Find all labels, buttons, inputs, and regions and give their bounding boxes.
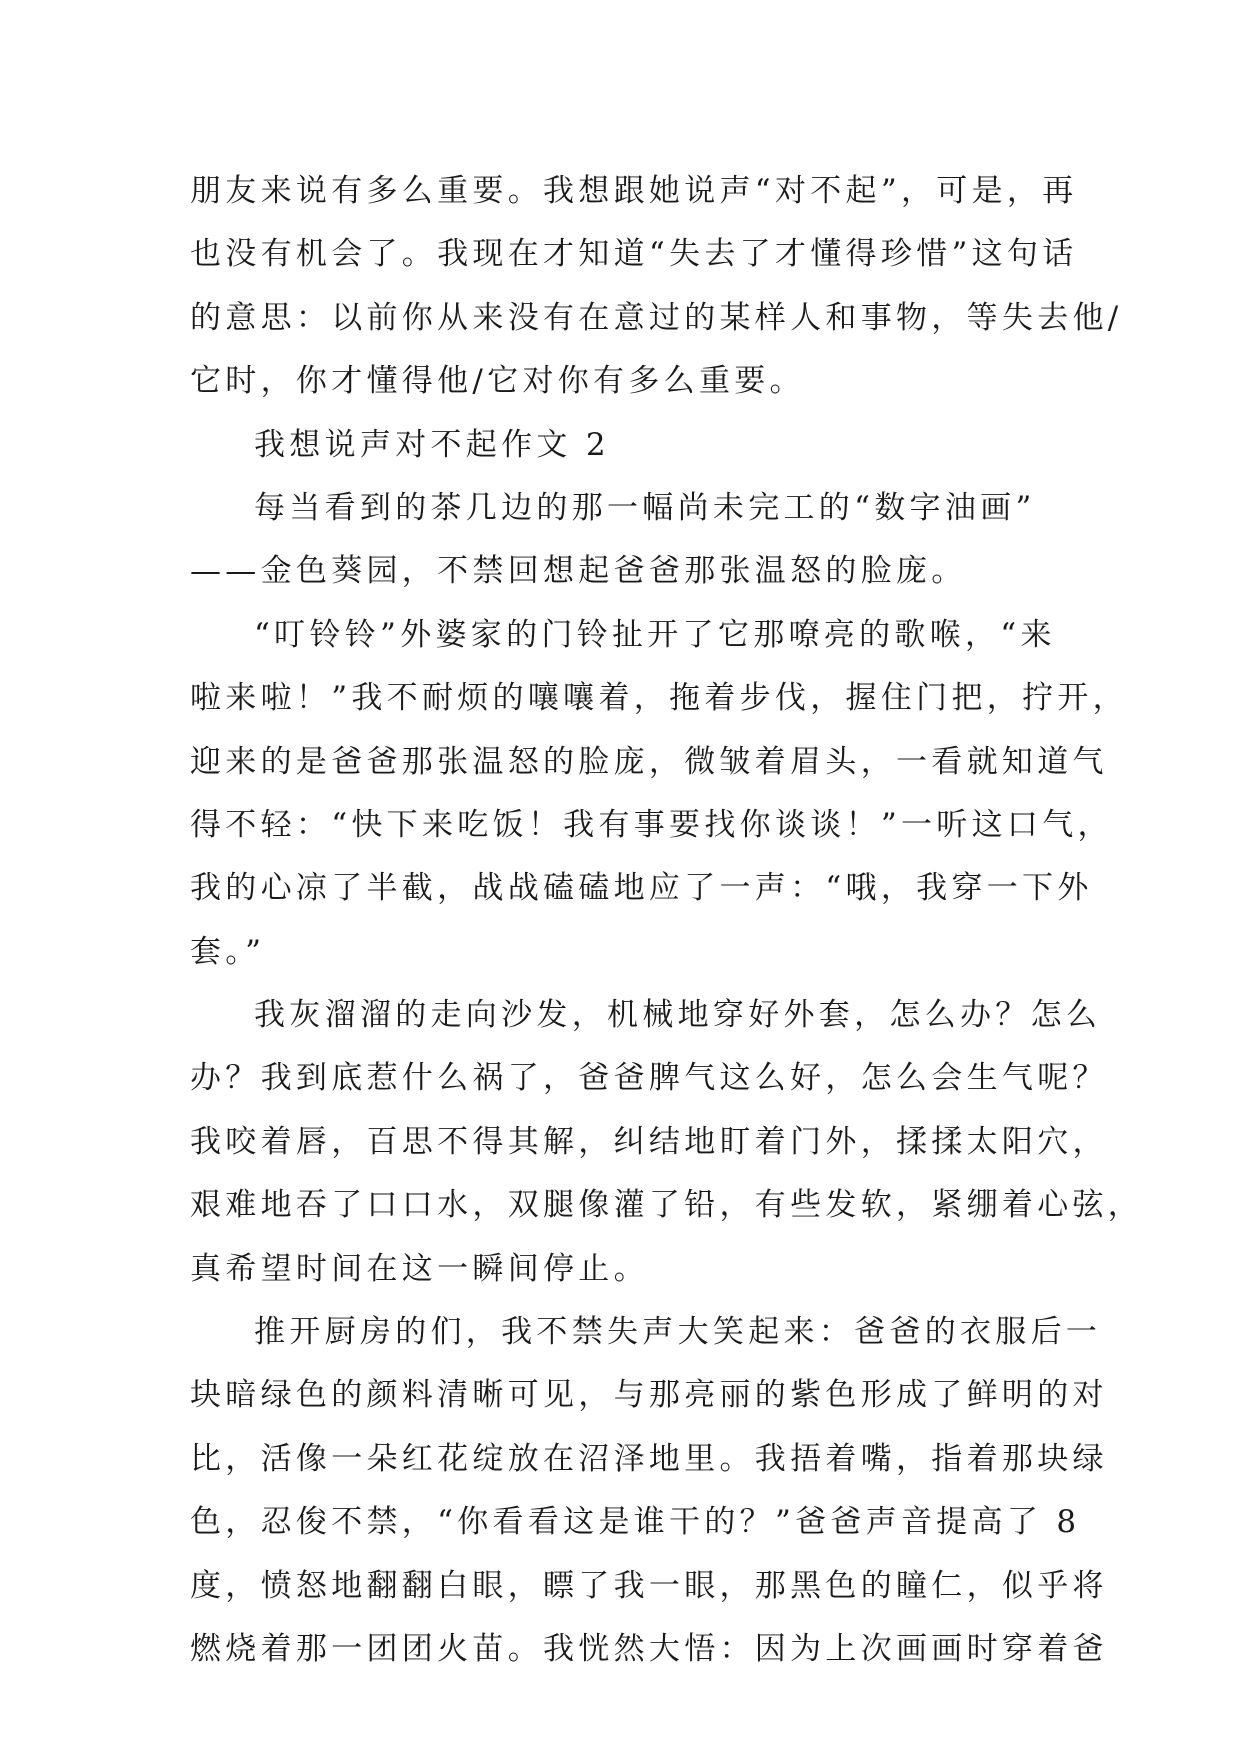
text-line: 它时，你才懂得他/它对你有多么重要。 [190, 363, 805, 400]
text-line: ——金色葵园，不禁回想起爸爸那张温怒的脸庞。 [190, 553, 967, 590]
paragraph-first-line: 每当看到的茶几边的那一幅尚未完工的“数字油画” [254, 489, 1036, 526]
text-line: 啦来啦！”我不耐烦的嚷嚷着，拖着步伐，握住门把，拧开， [190, 680, 1128, 717]
text-line: 块暗绿色的颜料清晰可见，与那亮丽的紫色形成了鲜明的对 [190, 1377, 1108, 1414]
paragraph-first-line: 我灰溜溜的走向沙发，机械地穿好外套，怎么办？怎么 [254, 997, 1102, 1034]
text-line: 色，忍俊不禁，“你看看这是谁干的？”爸爸声音提高了 8 [190, 1504, 1081, 1541]
paragraph-first-line: “叮铃铃”外婆家的门铃扯开了它那嘹亮的歌喉，“来 [254, 616, 1056, 653]
text-line: 得不轻：“快下来吃饭！我有事要找你谈谈！”一听这口气， [190, 806, 1113, 843]
paragraph-first-line: 推开厨房的们，我不禁失声大笑起来：爸爸的衣服后一 [254, 1314, 1102, 1351]
text-line: 我的心凉了半截，战战磕磕地应了一声：“哦，我穿一下外 [190, 870, 1093, 907]
essay-body [190, 160, 1144, 1681]
text-line: 套。” [190, 933, 266, 970]
text-line: 办？我到底惹什么祸了，爸爸脾气这么好，怎么会生气呢？ [190, 1060, 1108, 1097]
text-line: 朋友来说有多么重要。我想跟她说声“对不起”，可是，再 [190, 173, 1078, 209]
text-line: 也没有机会了。我现在才知道“失去了才懂得珍惜”这句话 [190, 236, 1078, 273]
text-line: 迎来的是爸爸那张温怒的脸庞，微皱着眉头，一看就知道气 [190, 743, 1108, 780]
text-line: 燃烧着那一团团火苗。我恍然大悟：因为上次画画时穿着爸 [190, 1630, 1108, 1667]
essay-heading: 我想说声对不起作文 2 [254, 426, 610, 463]
text-line: 艰难地吞了口口水，双腿像灌了铅，有些发软，紧绷着心弦， [190, 1187, 1144, 1224]
text-line: 的意思：以前你从来没有在意过的某样人和事物，等失去他/ [190, 299, 1123, 336]
text-line: 度，愤怒地翻翻白眼，瞟了我一眼，那黑色的瞳仁，似乎将 [190, 1567, 1108, 1604]
text-line: 比，活像一朵红花绽放在沼泽地里。我捂着嘴，指着那块绿 [190, 1440, 1108, 1477]
text-line: 真希望时间在这一瞬间停止。 [190, 1250, 649, 1287]
text-line: 我咬着唇，百思不得其解，纠结地盯着门外，揉揉太阳穴， [190, 1123, 1108, 1160]
